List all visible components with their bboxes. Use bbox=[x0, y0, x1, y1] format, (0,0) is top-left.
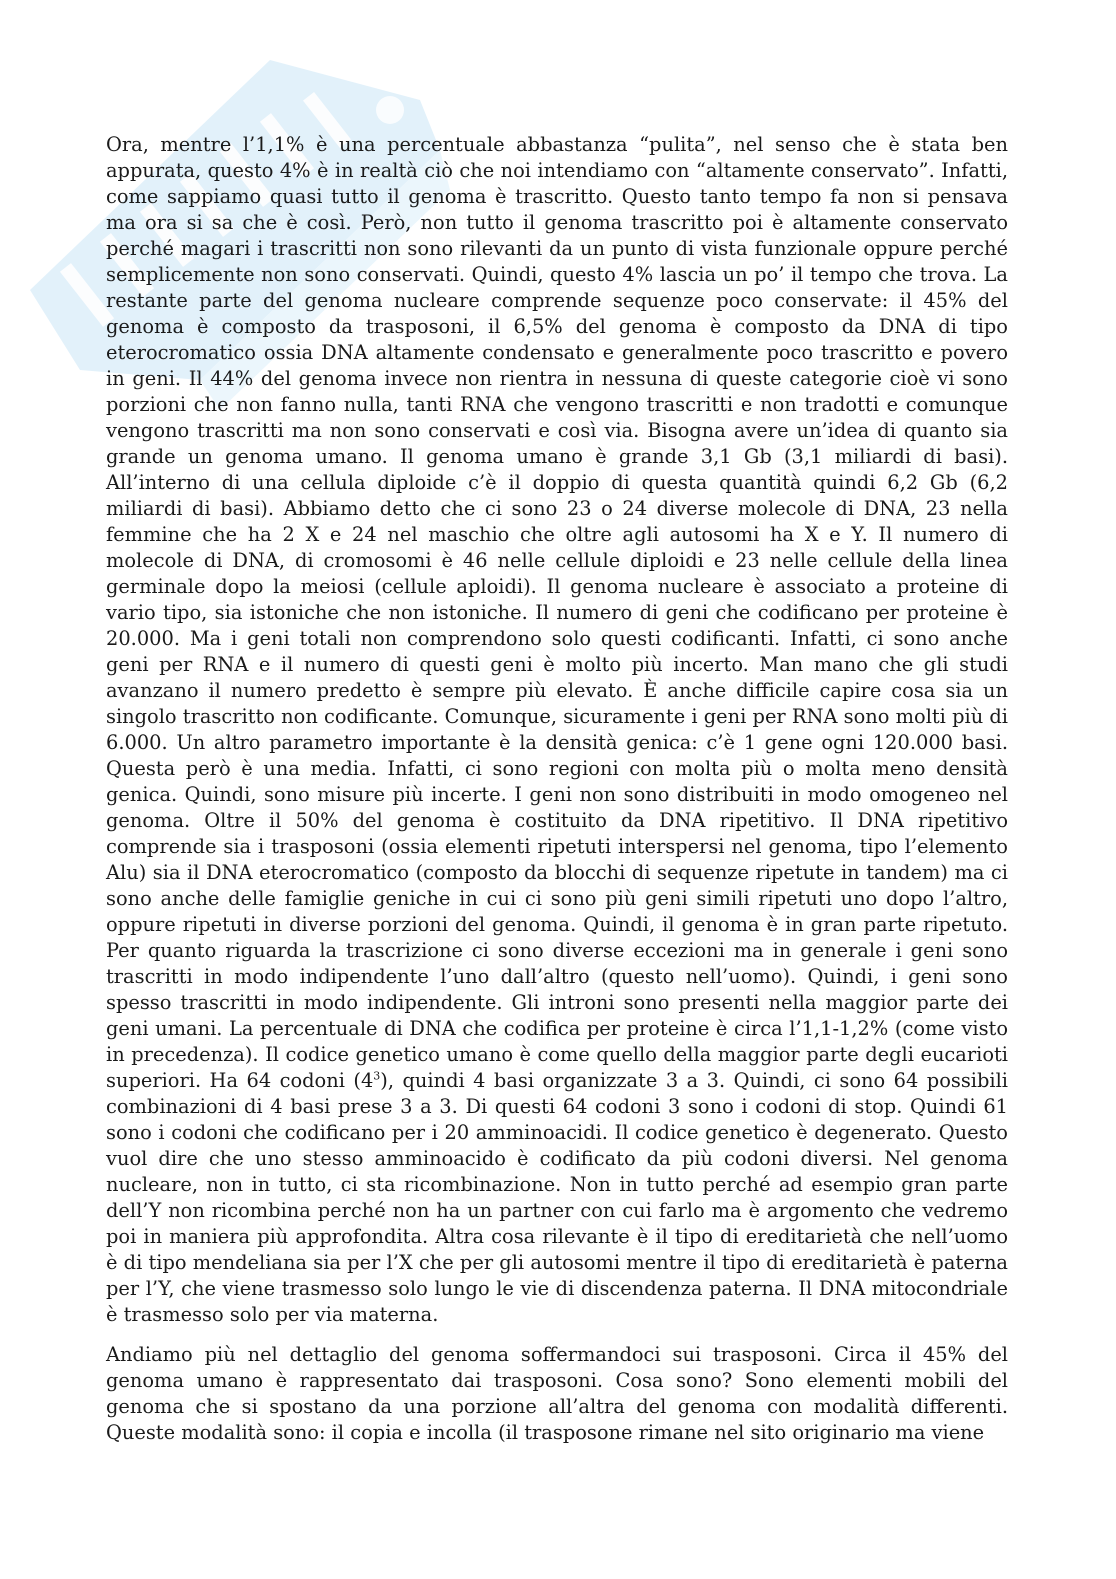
exponent: 3 bbox=[373, 1069, 381, 1083]
paragraph-text: Ora, mentre l’1,1% è una percentuale abbastanza “pulita”, nel senso che è stata ben appurata, questo 4% è in realtà ciò che noi intendiamo con “altamente conservato”. Infatti, come sappiamo quasi tutto il genoma è trascritto. Questo tanto tempo fa non si pensava ma ora si sa che è così. Però, non tutto il genoma trascritto poi è altamente conservato perché magari i trascritti non sono rilevanti da un punto di vista funzionale oppure perché semplicemente non sono conservati. Quindi, questo 4% lascia un po’ il tempo che trova. La restante parte del genoma nucleare comprende sequenze poco conservate: il 45% del genoma è composto da trasposoni, il 6,5% del genoma è composto da DNA di tipo eterocromatico ossia DNA altamente condensato e generalmente poco trascritto e povero in geni. Il 44% del genoma invece non rientra in nessuna di queste categorie cioè vi sono porzioni che non fanno nulla, tanti RNA che vengono trascritti e non tradotti e comunque vengono trascritti ma non sono conservati e così via. Bisogna avere un’idea di quanto sia grande un genoma umano. Il genoma umano è grande 3,1 Gb (3,1 miliardi di basi). All’interno di una cellula diploide c’è il doppio di questa quantità quindi 6,2 Gb (6,2 miliardi di basi). Abbiamo detto che ci sono 23 o 24 diverse molecole di DNA, 23 nella femmine che ha 2 X e 24 nel maschio che oltre agli autosomi ha X e Y. Il numero di molecole di DNA, di cromosomi è 46 nelle cellule diploidi e 23 nelle cellule della linea germinale dopo la meiosi (cellule aploidi). Il genoma nucleare è associato a proteine di vario tipo, sia istoniche che non istoniche. Il numero di geni che codificano per proteine è 20.000. Ma i geni totali non comprendono solo questi codificanti. Infatti, ci sono anche geni per RNA e il numero di questi geni è molto più incerto. Man mano che gli studi avanzano il numero predetto è sempre più elevato. È anche difficile capire cosa sia un singolo trascritto non codificante. Comunque, sicuramente i geni per RNA sono molti più di 6.000. Un altro parametro importante è la densità genica: c’è 1 gene ogni 120.000 basi. Questa però è una media. Infatti, ci sono regioni con molta più o molta meno densità genica. Quindi, sono misure più incerte. I geni non sono distribuiti in modo omogeneo nel genoma. Oltre il 50% del genoma è costituito da DNA ripetitivo. Il DNA ripetitivo comprende sia i trasposoni (ossia elementi ripetuti interspersi nel genoma, tipo l’elemento Alu) sia il DNA eterocromatico (composto da blocchi di sequenze ripetute in tandem) ma ci sono anche delle famiglie geniche in cui ci sono più geni simili ripetuti uno dopo l’altro, oppure ripetuti in diverse porzioni del genoma. Quindi, il genoma è in gran parte ripetuto. Per quanto riguarda la trascrizione ci sono diverse eccezioni ma in generale i geni sono trascritti in modo indipendente l’uno dall’altro (questo nell’uomo). Quindi, i geni sono spesso trascritti in modo indipendente. Gli introni sono presenti nella maggior parte dei geni umani. La percentuale di DNA che codifica per proteine è circa l’1,1-1,2% (come visto in precedenza). Il codice genetico umano è come quello della maggior parte degli eucarioti superiori. Ha 64 codoni (4 bbox=[106, 133, 1008, 1092]
paragraph-text-continued: ), quindi 4 basi organizzate 3 a 3. Quindi, ci sono 64 possibili combinazioni di 4 basi prese 3 a 3. Di questi 64 codoni 3 sono i codoni di stop. Quindi 61 sono i codoni che codificano per i 20 amminoacidi. Il codice genetico è degenerato. Questo vuol dire che uno stesso amminoacido è codificato da più codoni diversi. Nel genoma nucleare, non in tutto, ci sta ricombinazione. Non in tutto perché ad esempio gran parte dell’Y non ricombina perché non ha un partner con cui farlo ma è argomento che vedremo poi in maniera più approfondita. Altra cosa rilevante è il tipo di ereditarietà che nell’uomo è di tipo mendeliana sia per l’X che per gli autosomi mentre il tipo di ereditarietà è paterna per l’Y, che viene trasmesso solo lungo le vie di discendenza paterna. Il DNA mitocondriale è trasmesso solo per via materna. bbox=[106, 1069, 1008, 1326]
watermark-dot bbox=[376, 96, 404, 124]
paragraph-transposons bbox=[106, 1342, 1008, 1446]
paragraph-text: Andiamo più nel dettaglio del genoma soffermandoci sui trasposoni. Circa il 45% del genoma umano è rappresentato dai trasposoni. Cosa sono? Sono elementi mobili del genoma che si spostano da una porzione all’altra del genoma con modalità differenti. Queste modalità sono: il copia e incolla (il trasposone rimane nel sito originario ma viene bbox=[106, 1343, 1008, 1444]
paragraph-genome-overview bbox=[106, 132, 1008, 1328]
document-body bbox=[106, 132, 1008, 1460]
